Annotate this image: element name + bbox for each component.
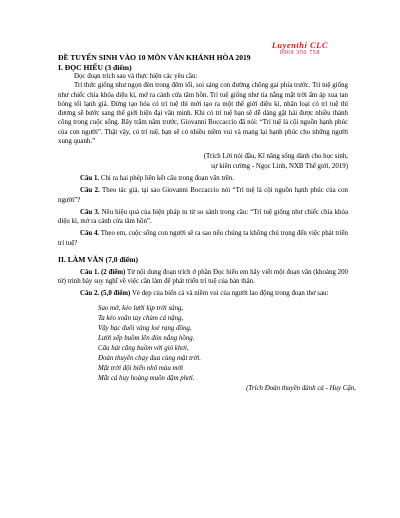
essay-question-2 bbox=[58, 289, 348, 298]
essay-question-1 bbox=[58, 268, 348, 287]
part1-heading: I. ĐỌC HIỂU (3 điểm) bbox=[58, 62, 132, 72]
exam-title: ĐỀ TUYỂN SINH VÀO 10 MÔN VĂN KHÁNH HÒA 2019 bbox=[58, 53, 251, 62]
question-3 bbox=[58, 208, 348, 227]
passage-source-line2: sự kiên cường - Ngọc Linh, NXB Thế giới, 2019) bbox=[211, 162, 348, 170]
essay-question-1-text: Từ nội dung đoạn trích ở phần Đọc hiểu em hãy viết một đoạn văn (khoảng 200 từ) trình bày suy nghĩ về việc cần làm để phát triển trí tuệ của bản thân. bbox=[58, 268, 348, 285]
question-4 bbox=[58, 229, 348, 248]
part1-instruction: Đọc đoạn trích sau và thực hiện các yêu cầu: bbox=[74, 73, 198, 80]
essay-question-2-label: Câu 2. (5,0 điểm) bbox=[80, 290, 131, 298]
poem-source: (Trích Đoàn thuyền đánh cá - Huy Cận, bbox=[246, 385, 356, 393]
poem-excerpt bbox=[98, 304, 356, 394]
question-4-label: Câu 4. bbox=[80, 230, 100, 238]
watermark-phone: 0969 350 758 bbox=[279, 50, 320, 56]
poem-line: Mắt cá huy hoàng muôn dặm phơi. bbox=[98, 375, 195, 383]
question-2-text: Theo tác giả, tại sao Giovanni Boccaccio nói “Trí tuệ là cội nguồn hạnh phúc của con người”? bbox=[58, 187, 348, 204]
poem-line: Đoàn thuyền chạy đua cùng mặt trời. bbox=[98, 355, 201, 363]
question-3-text: Nêu hiệu quả của biện pháp tu từ so sánh trong câu: “Trí tuệ giống như chiếc chìa khóa diệu kì, mở ra cánh cửa tâm hồn”. bbox=[58, 208, 348, 226]
poem-line: Lưới xếp buồm lên đón nắng hồng. bbox=[98, 335, 195, 343]
watermark-brand: Luyenthi CLC bbox=[271, 40, 328, 50]
essay-question-2-text: Vẻ đẹp của biển cả và niềm vui của người lao động trong đoạn thơ sau: bbox=[130, 290, 329, 298]
reading-passage: Trí thức giống như ngọn đèn trong đêm tối, soi sáng con đường chông gai phía trước. Trí tuệ giống như chiếc chìa khóa diệu kì, mở ra cánh cửa tâm hồn. Trí tuệ giống như tia nắng mặt trời ấm áp xua tan bóng tối lạnh giá. Đừng tạo hóa có trí tuệ thì mới tạo ra một thế giới diệu kì, nhân loại có trí tuệ thì đương sẽ bước sang thế giới hiện đại văn minh. Khi có trí tuệ bạn sẽ dễ dàng gặt hái được nhiều thành công trong cuộc sống. Bây trăm năm trước, Giovanni Boccaccio đã nói: “Trí tuệ là cội nguồn hạnh phúc của con người”. Thật vậy, có trí tuệ, bạn sẽ có nhiều niềm vui và mang lại hạnh phúc cho những người xung quanh.” bbox=[58, 82, 348, 146]
question-3-label: Câu 3. bbox=[80, 208, 100, 216]
question-1-label: Câu 1. bbox=[80, 174, 100, 182]
question-2-label: Câu 2. bbox=[80, 187, 100, 195]
poem-line: Mặt trời đội biển nhô màu mới bbox=[98, 365, 184, 373]
essay-question-1-label: Câu 1. (2 điểm) bbox=[80, 268, 126, 276]
exam-content bbox=[58, 53, 356, 394]
question-4-text: Theo em, cuộc sống con người sẽ ra sao nếu chúng ta không chú trọng đến việc phát triển trí tuệ? bbox=[58, 230, 348, 247]
poem-line: Ta kéo xoăn tay chùm cá nặng, bbox=[98, 315, 184, 323]
passage-source-line1: (Trích Lời nói đầu, Kĩ năng sống dành cho học sinh, bbox=[203, 153, 348, 161]
poem-line: Câu hát căng buồm với gió khơi, bbox=[98, 345, 189, 353]
poem-line: Vây bạc đuôi vàng loé rạng đông, bbox=[98, 325, 192, 333]
question-1 bbox=[58, 174, 348, 183]
poem-line: Sao mờ, kéo lưới kịp trời sáng, bbox=[98, 305, 184, 313]
question-1-text: Chỉ ra hai phép liên kết câu trong đoạn văn trên. bbox=[100, 174, 234, 182]
part2-heading: II. LÀM VĂN (7,0 điểm) bbox=[58, 255, 139, 265]
passage-source bbox=[58, 152, 348, 171]
question-2 bbox=[58, 186, 348, 205]
